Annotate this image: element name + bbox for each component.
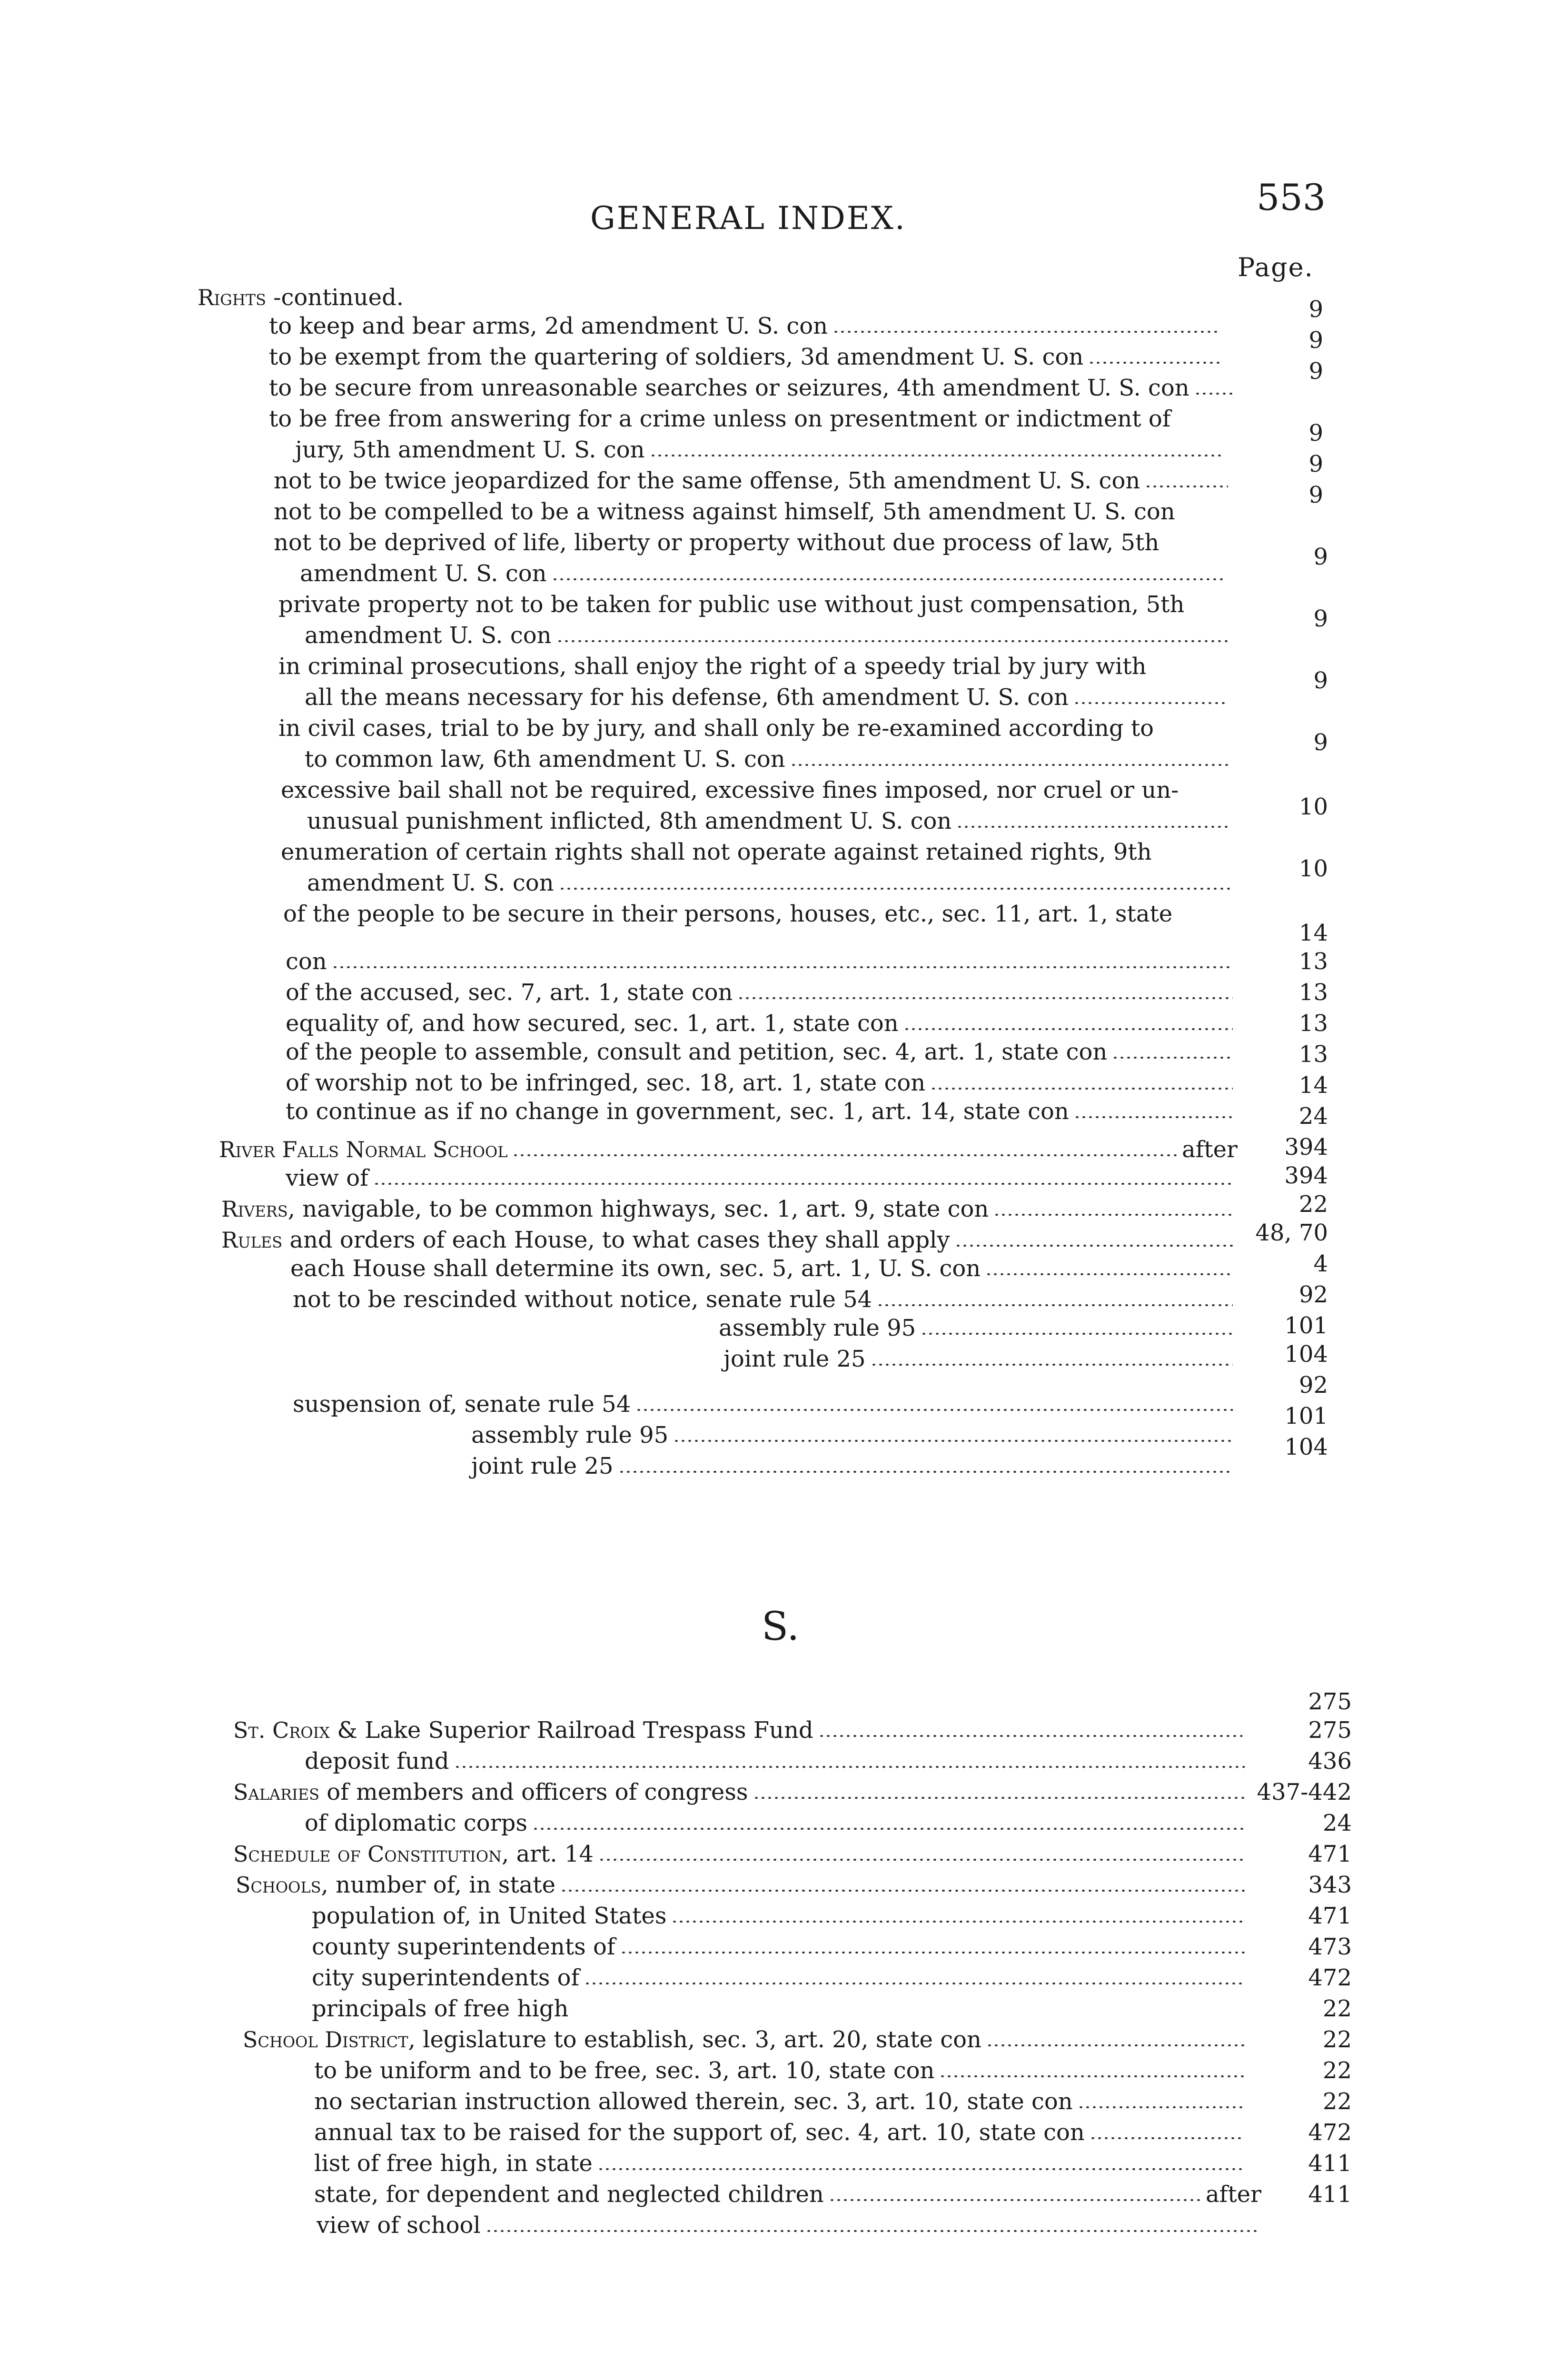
entry-text: of the people to be secure in their persons, houses, etc., sec. 11, art. 1, state	[283, 901, 1173, 927]
page-ref: 411	[1308, 2181, 1352, 2208]
page-ref: 9	[1313, 667, 1328, 694]
page-ref: 24	[1322, 1810, 1352, 1836]
page-ref: 9	[1308, 327, 1323, 354]
page-ref: 9	[1313, 605, 1328, 632]
page-ref: 9	[1308, 451, 1323, 477]
dot-leader	[986, 2044, 1245, 2046]
index-entry	[719, 1314, 1238, 1342]
index-entry	[278, 714, 1154, 743]
index-entry	[283, 900, 1172, 928]
dot-leader	[671, 1921, 1245, 1923]
page-ref: 9	[1308, 358, 1323, 385]
index-entry	[312, 1933, 1249, 1961]
entry-text: equality of, and how secured, sec. 1, art. 1, state con	[286, 1010, 899, 1037]
dot-leader	[673, 1440, 1233, 1442]
entry-text: state, for dependent and neglected children	[314, 2181, 824, 2208]
index-entry	[312, 1902, 1249, 1930]
entry-text: joint rule 25	[723, 1346, 866, 1372]
dot-leader	[993, 1214, 1233, 1216]
index-entry	[278, 590, 1184, 619]
index-entry	[290, 1254, 1238, 1283]
entry-text: list of free high, in state	[314, 2150, 593, 2177]
page-ref: 13	[1298, 1041, 1328, 1068]
index-entry	[274, 528, 1159, 557]
index-entry	[274, 497, 1175, 526]
index-entry	[269, 374, 1240, 402]
index-entry	[293, 1390, 1238, 1418]
index-entry-continuation	[286, 947, 1238, 976]
entry-text: suspension of, senate rule 54	[293, 1391, 631, 1418]
rights-heading-label: Rights	[198, 285, 267, 310]
index-entry	[233, 1716, 1247, 1745]
index-entry	[233, 1840, 1249, 1868]
index-entry	[293, 1285, 1238, 1314]
entry-text: each House shall determine its own, sec. 5, art. 1, U. S. con	[290, 1255, 981, 1282]
index-entry	[274, 466, 1233, 495]
entry-text: amendment U. S. con	[300, 560, 547, 587]
dot-leader	[332, 966, 1233, 968]
page-ref: 411	[1308, 2150, 1352, 2177]
page-ref: 275	[1308, 1688, 1352, 1715]
dot-leader	[650, 455, 1221, 456]
entry-text: Salaries of members and officers of congress	[233, 1779, 748, 1805]
entry-text: view of	[286, 1165, 368, 1191]
dot-leader	[939, 2075, 1245, 2077]
dot-leader	[598, 1859, 1245, 1861]
entry-text: to keep and bear arms, 2d amendment U. S. con	[269, 313, 828, 339]
dot-leader	[373, 1183, 1233, 1185]
index-entry	[269, 312, 1226, 340]
entry-text: unusual punishment inflicted, 8th amendment U. S. con	[307, 808, 952, 834]
index-entry	[312, 1964, 1249, 1992]
page-ref: 101	[1284, 1312, 1328, 1339]
dot-leader	[1090, 2137, 1245, 2139]
section-letter: S.	[762, 1604, 800, 1649]
entry-text: not to be deprived of life, liberty or property without due process of law, 5th	[274, 529, 1160, 556]
index-entry	[219, 1135, 1238, 1164]
dot-leader	[559, 888, 1230, 890]
page-ref: 471	[1308, 1903, 1352, 1929]
page-ref: 92	[1298, 1281, 1328, 1308]
entry-text: deposit fund	[305, 1748, 449, 1775]
index-entry	[236, 1871, 1249, 1899]
entry-text: not to be twice jeopardized for the same offense, 5th amendment U. S. con	[274, 467, 1140, 494]
index-entry-continuation	[300, 559, 1228, 588]
page-ref: 48, 70	[1255, 1220, 1328, 1246]
dot-leader	[921, 1333, 1233, 1335]
dot-leader	[584, 1983, 1245, 1984]
entry-text: in civil cases, trial to be by jury, and shall only be re-examined according to	[278, 715, 1154, 742]
dot-leader	[753, 1797, 1245, 1799]
index-entry	[314, 2056, 1249, 2085]
entry-text: assembly rule 95	[471, 1422, 669, 1448]
page-ref: 473	[1308, 1934, 1352, 1960]
dot-leader	[618, 1471, 1233, 1473]
index-entry	[278, 652, 1146, 681]
dot-leader	[560, 1890, 1245, 1892]
entry-text: to be uniform and to be free, sec. 3, art. 10, state con	[314, 2057, 935, 2084]
entry-text: population of, in United States	[312, 1903, 667, 1929]
page-ref: 22	[1322, 2088, 1352, 2115]
page-ref: 104	[1284, 1434, 1328, 1460]
index-entry	[312, 1994, 568, 2023]
index-entry	[269, 343, 1226, 371]
index-entry-continuation	[305, 621, 1233, 650]
entry-text: St. Croix & Lake Superior Railroad Trespass Fund	[233, 1717, 813, 1744]
entry-text: city superintendents of	[312, 1964, 580, 1991]
dot-leader	[1145, 486, 1228, 487]
entry-text: private property not to be taken for public use without just compensation, 5th	[278, 591, 1185, 618]
dot-leader	[956, 826, 1230, 828]
dot-leader	[930, 1088, 1233, 1090]
page-ref: 22	[1322, 2026, 1352, 2053]
entry-text: River Falls Normal School	[219, 1137, 508, 1162]
index-entry	[314, 2087, 1249, 2116]
entry-text: of diplomatic corps	[305, 1810, 527, 1836]
entry-text: all the means necessary for his defense, 6th amendment U. S. con	[305, 684, 1069, 711]
dot-leader	[597, 2168, 1245, 2170]
dot-leader	[985, 1273, 1233, 1275]
entry-text: enumeration of certain rights shall not operate against retained rights, 9th	[281, 839, 1152, 865]
page-ref: 22	[1322, 2057, 1352, 2084]
page-ref: 4	[1313, 1250, 1328, 1277]
index-entry	[305, 1747, 1249, 1775]
index-entry	[317, 2211, 1261, 2240]
entry-text: of the accused, sec. 7, art. 1, state con	[286, 979, 733, 1006]
index-entry	[233, 1778, 1249, 1806]
page-ref: 394	[1284, 1162, 1328, 1189]
entry-text: principals of free high	[312, 1995, 569, 2022]
page-ref: 9	[1308, 482, 1323, 508]
page-ref: 92	[1298, 1372, 1328, 1398]
dot-leader	[903, 1028, 1233, 1030]
entry-text: Schools, number of, in state	[236, 1872, 555, 1898]
index-entry	[281, 838, 1152, 866]
entry-text: in criminal prosecutions, shall enjoy the right of a speedy trial by jury with	[278, 653, 1147, 680]
page-ref: 472	[1308, 1964, 1352, 1991]
entry-suffix: after	[1181, 1136, 1238, 1163]
page-number: 553	[1257, 176, 1326, 218]
entry-text: of worship not to be infringed, sec. 18, art. 1, state con	[286, 1070, 926, 1096]
dot-leader	[512, 1154, 1177, 1156]
dot-leader	[532, 1828, 1245, 1830]
index-entry	[281, 776, 1179, 804]
page-ref: 9	[1313, 729, 1328, 756]
dot-leader	[1194, 393, 1235, 395]
index-entry-continuation	[307, 807, 1235, 835]
page-ref: 22	[1298, 1191, 1328, 1218]
dot-leader	[829, 2199, 1201, 2201]
entry-text: no sectarian instruction allowed therein, sec. 3, art. 10, state con	[314, 2088, 1073, 2115]
dot-leader	[955, 1245, 1233, 1247]
index-entry	[286, 978, 1238, 1007]
page-ref: 9	[1308, 420, 1323, 446]
entry-text: county superintendents of	[312, 1934, 615, 1960]
index-entry	[286, 1164, 1238, 1192]
entry-text: view of school	[317, 2212, 481, 2239]
dot-leader	[737, 997, 1233, 999]
index-entry	[314, 2118, 1249, 2147]
page-ref: 9	[1313, 544, 1328, 570]
index-entry	[471, 1452, 1238, 1480]
page-ref: 343	[1308, 1872, 1352, 1898]
page-ref: 394	[1284, 1134, 1328, 1160]
entry-text: to continue as if no change in government, sec. 1, art. 14, state con	[286, 1098, 1069, 1125]
rights-heading-continued: -continued.	[266, 284, 404, 311]
entry-suffix: after	[1205, 2181, 1261, 2208]
dot-leader	[877, 1304, 1233, 1306]
dot-leader	[818, 1735, 1242, 1737]
index-entry	[314, 2149, 1249, 2178]
entry-text: Rivers, navigable, to be common highways, sec. 1, art. 9, state con	[221, 1196, 989, 1222]
page-ref: 104	[1284, 1341, 1328, 1368]
dot-leader	[1073, 702, 1228, 704]
entry-text: to common law, 6th amendment U. S. con	[305, 746, 785, 773]
page-ref: 471	[1308, 1841, 1352, 1867]
dot-leader	[552, 578, 1223, 580]
entry-text: Schedule of Constitution, art. 14	[233, 1841, 594, 1867]
index-entry	[286, 1009, 1238, 1038]
dot-leader	[1074, 1116, 1233, 1118]
running-title: GENERAL INDEX.	[590, 200, 906, 237]
page-ref: 13	[1298, 1010, 1328, 1037]
entry-text: Rules and orders of each House, to what cases they shall apply	[221, 1227, 950, 1253]
index-entry	[286, 1038, 1238, 1066]
index-entry	[221, 1226, 1238, 1254]
page-ref: 436	[1308, 1748, 1352, 1775]
dot-leader	[556, 640, 1228, 642]
index-entry	[286, 1097, 1238, 1126]
page-ref: 10	[1298, 793, 1328, 820]
index-entry	[286, 1069, 1238, 1097]
page-ref: 13	[1298, 948, 1328, 975]
entry-text: joint rule 25	[471, 1453, 614, 1479]
page-ref: 24	[1298, 1103, 1328, 1130]
entry-text: to be exempt from the quartering of soldiers, 3d amendment U. S. con	[269, 344, 1084, 370]
page-ref: 472	[1308, 2119, 1352, 2146]
rights-heading	[198, 283, 404, 312]
dot-leader	[1078, 2106, 1245, 2108]
dot-leader	[790, 764, 1228, 766]
index-entry	[269, 405, 1171, 433]
page-ref: 437-442	[1257, 1779, 1352, 1805]
page-ref: 9	[1308, 296, 1323, 323]
index-entry-continuation	[305, 683, 1233, 712]
entry-text: of the people to assemble, consult and petition, sec. 4, art. 1, state con	[286, 1039, 1108, 1065]
entry-text: annual tax to be raised for the support of, sec. 4, art. 10, state con	[314, 2119, 1085, 2146]
dot-leader	[871, 1364, 1233, 1366]
page-ref: 14	[1298, 1072, 1328, 1099]
entry-text: assembly rule 95	[719, 1315, 916, 1341]
page-ref: 22	[1322, 1995, 1352, 2022]
index-entry	[305, 1809, 1249, 1837]
page-column-label: Page.	[1238, 252, 1314, 282]
entry-text: amendment U. S. con	[307, 870, 554, 896]
page-ref: 13	[1298, 979, 1328, 1006]
page-ref: 101	[1284, 1403, 1328, 1429]
entry-text	[198, 283, 404, 312]
index-entry	[243, 2025, 1249, 2054]
index-entry-continuation	[295, 436, 1226, 464]
entry-text: amendment U. S. con	[305, 622, 552, 649]
index-entry	[723, 1345, 1238, 1373]
index-entry	[471, 1421, 1238, 1449]
entry-text: to be secure from unreasonable searches or seizures, 4th amendment U. S. con	[269, 375, 1189, 401]
dot-leader	[832, 331, 1221, 333]
entry-text: School District, legislature to establish, sec. 3, art. 20, state con	[243, 2026, 981, 2053]
dot-leader	[620, 1952, 1245, 1954]
entry-text: jury, 5th amendment U. S. con	[295, 436, 645, 463]
index-entry	[221, 1195, 1238, 1223]
dot-leader	[1088, 362, 1221, 364]
dot-leader	[486, 2230, 1257, 2232]
entry-text: con	[286, 948, 327, 975]
entry-text: not to be rescinded without notice, senate rule 54	[293, 1286, 872, 1313]
dot-leader	[454, 1766, 1245, 1768]
dot-leader	[635, 1409, 1233, 1411]
index-entry-continuation	[307, 869, 1235, 897]
page-ref: 14	[1298, 920, 1328, 946]
entry-text: to be free from answering for a crime unless on presentment or indictment of	[269, 406, 1171, 432]
entry-text: excessive bail shall not be required, excessive fines imposed, nor cruel or un-	[281, 777, 1179, 803]
index-entry-continuation	[305, 745, 1233, 774]
page-ref: 275	[1308, 1717, 1352, 1744]
page-ref: 10	[1298, 855, 1328, 882]
entry-text: not to be compelled to be a witness against himself, 5th amendment U. S. con	[274, 498, 1175, 525]
index-entry	[314, 2180, 1261, 2209]
dot-leader	[1112, 1057, 1233, 1059]
